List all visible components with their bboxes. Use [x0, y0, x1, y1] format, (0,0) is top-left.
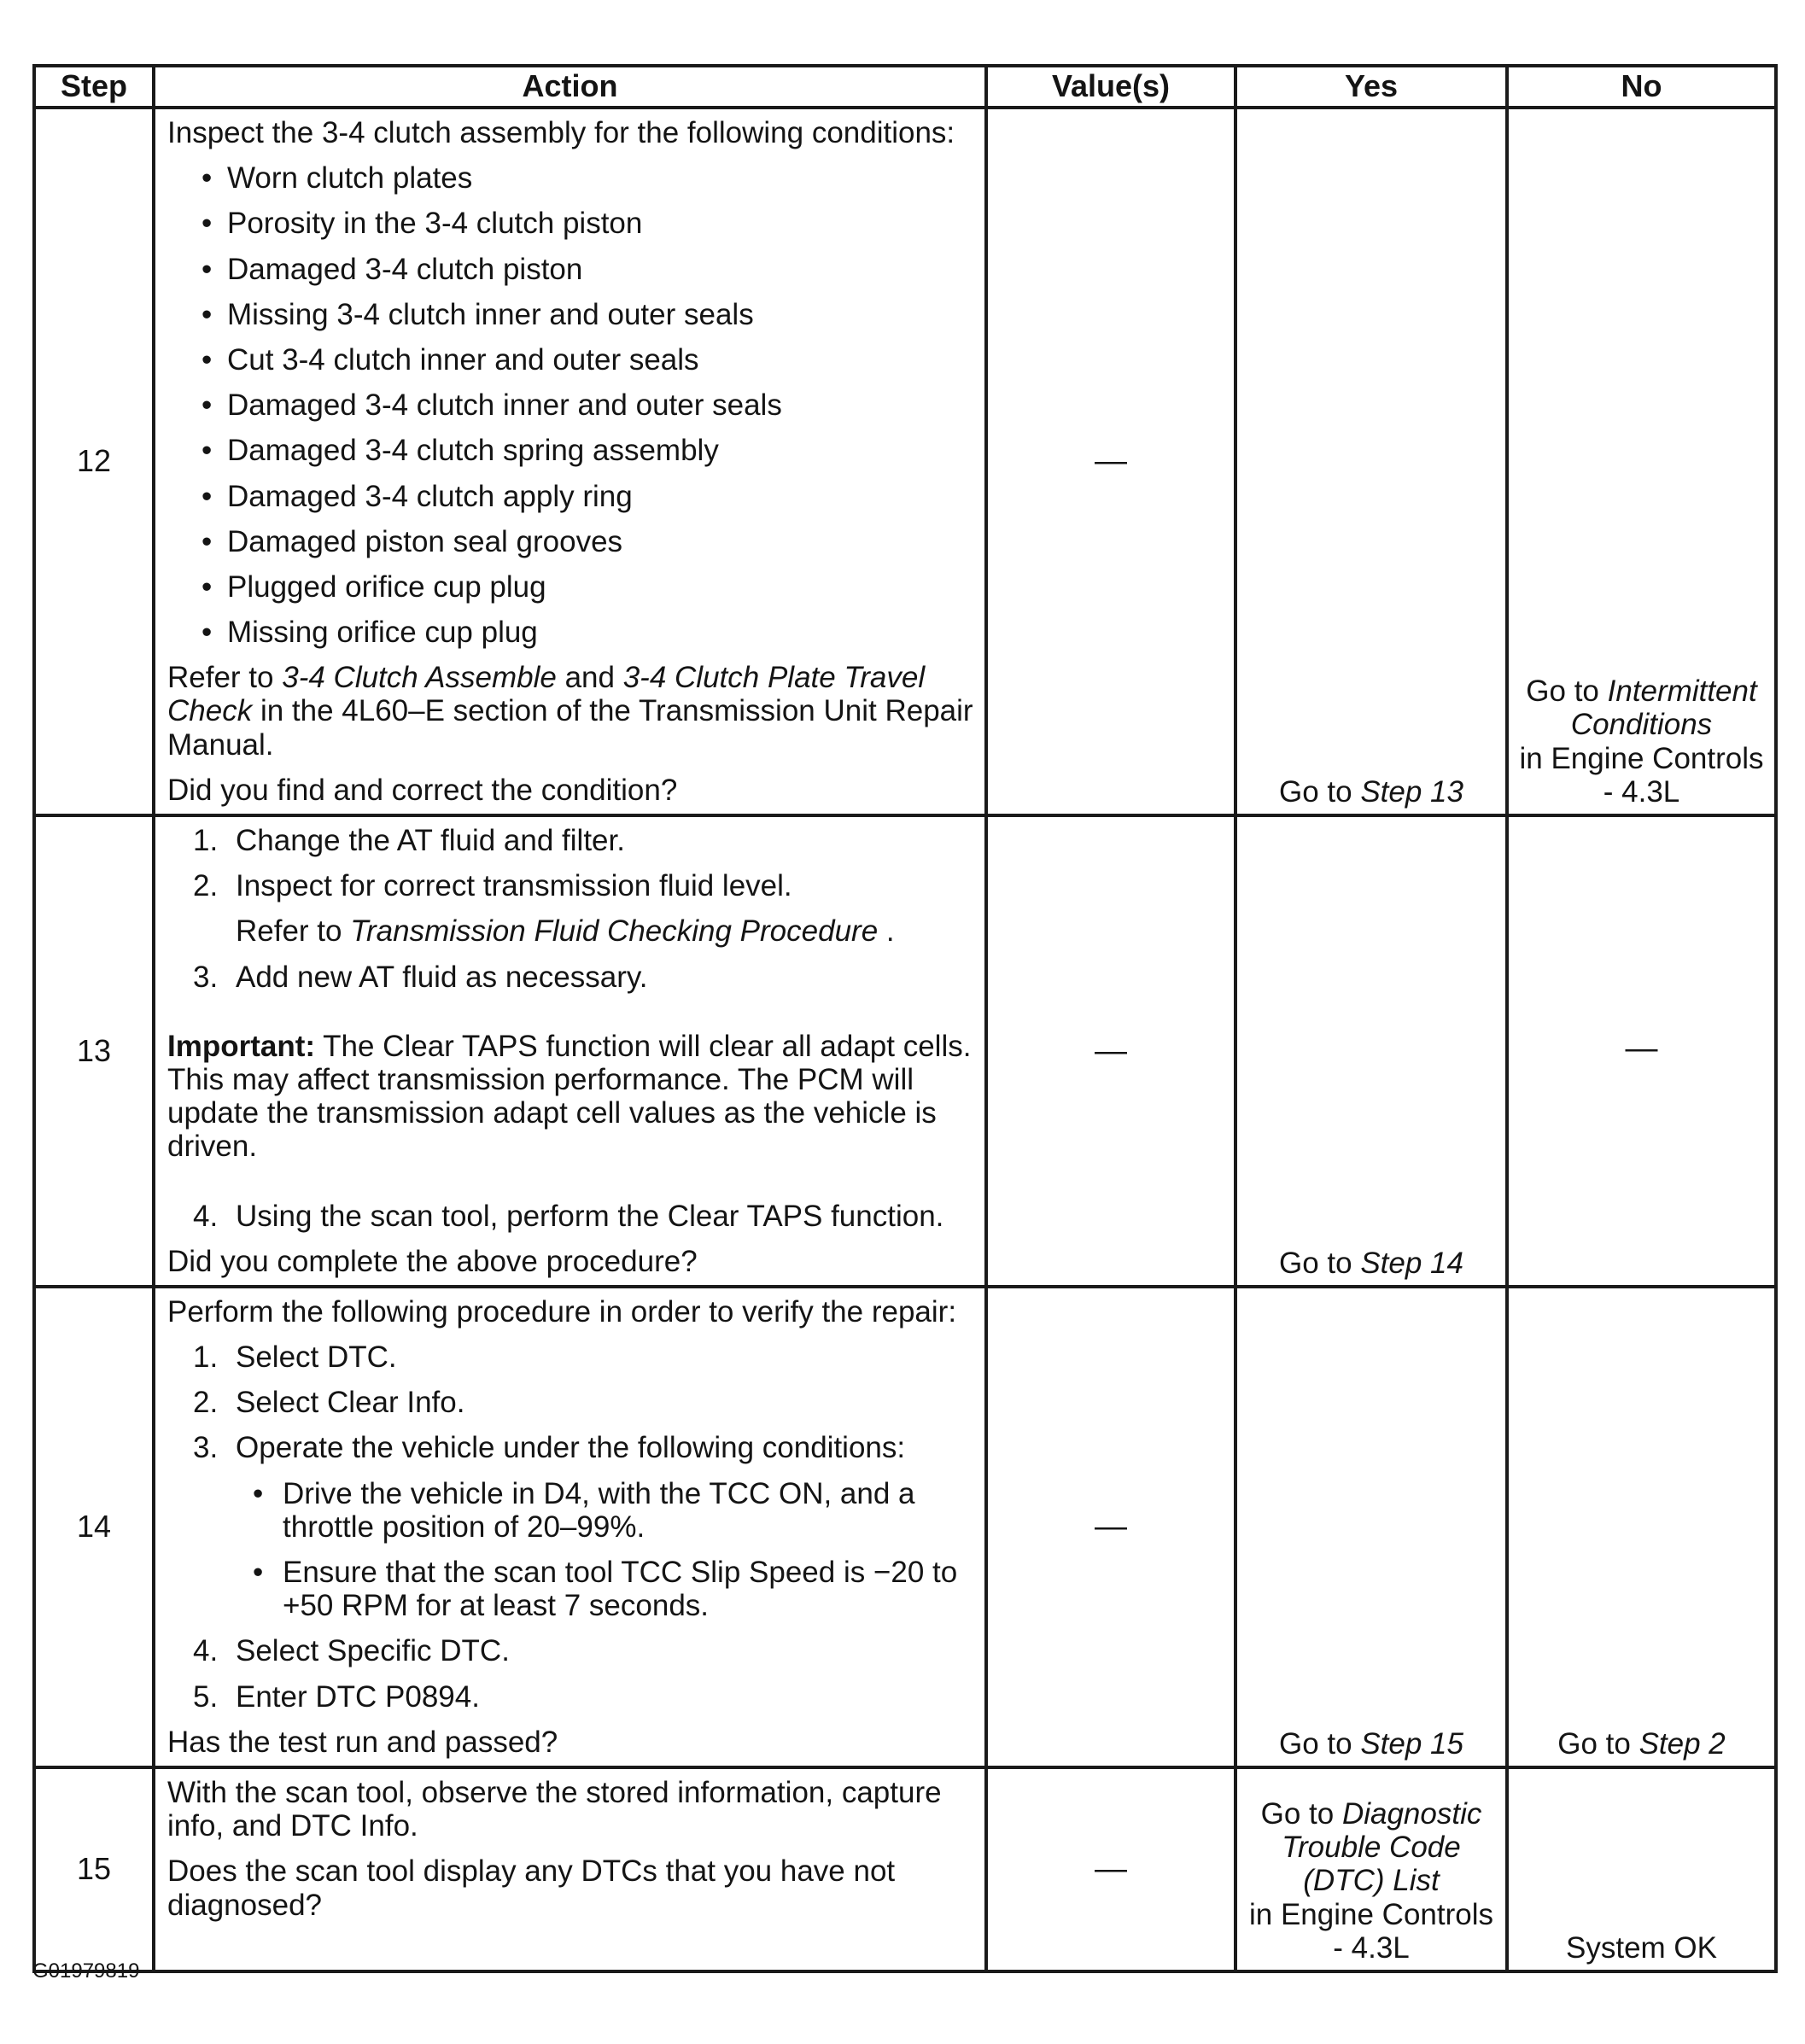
sub-bullet-item: • Drive the vehicle in D4, with the TCC ON, and a throttle position of 20–99%.	[253, 1476, 915, 1544]
step-number: 13	[34, 815, 154, 1287]
reference-text: Refer to 3-4 Clutch Assemble and 3-4 Clutch Plate Travel Check in the 4L60–E section of the Transmission Unit Repair Manual.	[167, 661, 973, 762]
header-values: Value(s)	[986, 66, 1235, 108]
step-number: 12	[34, 108, 154, 815]
bullet-item: • Plugged orifice cup plug	[202, 569, 546, 604]
step-value: —	[986, 1287, 1235, 1767]
bullet-item: • Damaged 3-4 clutch inner and outer seals	[202, 388, 782, 423]
no-result: —	[1507, 815, 1776, 1287]
bullet-item: • Damaged piston seal grooves	[202, 524, 623, 558]
bullet-item: • Damaged 3-4 clutch piston	[202, 252, 583, 286]
yes-result: Go to Step 13	[1235, 108, 1507, 815]
step-action	[154, 1287, 986, 1767]
reference-text: Refer to Transmission Fluid Checking Procedure .	[236, 914, 895, 949]
yes-result: Go to Diagnostic Trouble Code (DTC) List in Engine Controls - 4.3L	[1235, 1767, 1507, 1971]
bullet-item: • Worn clutch plates	[202, 161, 473, 196]
numbered-item: 3. Operate the vehicle under the following conditions:	[193, 1431, 906, 1465]
step-question: Has the test run and passed?	[167, 1725, 558, 1759]
step-question: Did you find and correct the condition?	[167, 773, 678, 807]
no-result: System OK	[1507, 1767, 1776, 1971]
important-note: Important: The Clear TAPS function will clear all adapt cells. This may affect transmission performance. The PCM will update the transmission adapt cell values as the vehicle is driven.	[167, 1029, 972, 1164]
numbered-item: 2. Inspect for correct transmission fluid level.	[193, 869, 792, 903]
numbered-item: 3. Add new AT fluid as necessary.	[193, 960, 648, 994]
bullet-item: • Damaged 3-4 clutch apply ring	[202, 479, 633, 513]
numbered-item: 4. Using the scan tool, perform the Clear TAPS function.	[193, 1199, 944, 1233]
reference-link: 3-4 Clutch Plate Travel Check	[167, 661, 926, 728]
step-13-row	[34, 815, 1776, 1287]
reference-link: Transmission Fluid Checking Procedure	[350, 914, 879, 949]
numbered-item: 5. Enter DTC P0894.	[193, 1679, 480, 1714]
header-yes: Yes	[1235, 66, 1507, 108]
numbered-item: 4. Select Specific DTC.	[193, 1634, 510, 1668]
action-text: With the scan tool, observe the stored information, capture info, and DTC Info.	[167, 1775, 942, 1843]
header-action: Action	[154, 66, 986, 108]
numbered-item: 1. Select DTC.	[193, 1340, 397, 1375]
header-no: No	[1507, 66, 1776, 108]
yes-result: Go to Step 14	[1235, 815, 1507, 1287]
step-value: —	[986, 108, 1235, 815]
diagnostic-table	[32, 64, 1778, 1973]
step-15-row	[34, 1767, 1776, 1971]
figure-id: G01979819	[32, 1959, 140, 1983]
reference-link: 3-4 Clutch Assemble	[282, 661, 557, 695]
bullet-item: • Damaged 3-4 clutch spring assembly	[202, 434, 719, 468]
header-row	[34, 66, 1776, 108]
step-action	[154, 1767, 986, 1971]
bullet-item: • Cut 3-4 clutch inner and outer seals	[202, 342, 699, 377]
step-value: —	[986, 1767, 1235, 1971]
sub-bullet-item: • Ensure that the scan tool TCC Slip Speed is −20 to +50 RPM for at least 7 seconds.	[253, 1556, 958, 1623]
action-intro: Inspect the 3-4 clutch assembly for the following conditions:	[167, 116, 955, 149]
step-action	[154, 815, 986, 1287]
step-question: Does the scan tool display any DTCs that you have not diagnosed?	[167, 1854, 896, 1922]
step-value: —	[986, 815, 1235, 1287]
action-intro: Perform the following procedure in order to verify the repair:	[167, 1294, 957, 1329]
no-result: Go to Intermittent Conditions in Engine Controls - 4.3L	[1507, 108, 1776, 815]
step-14-row	[34, 1287, 1776, 1767]
step-12-row	[34, 108, 1776, 815]
header-step: Step	[34, 66, 154, 108]
step-number: 14	[34, 1287, 154, 1767]
numbered-item: 1. Change the AT fluid and filter.	[193, 824, 625, 857]
bullet-item: • Missing orifice cup plug	[202, 616, 538, 650]
bullet-item: • Porosity in the 3-4 clutch piston	[202, 207, 643, 241]
no-result: Go to Step 2	[1507, 1287, 1776, 1767]
step-action	[154, 108, 986, 815]
numbered-item: 2. Select Clear Info.	[193, 1386, 465, 1420]
yes-result: Go to Step 15	[1235, 1287, 1507, 1767]
step-number: 15	[34, 1767, 154, 1971]
step-question: Did you complete the above procedure?	[167, 1244, 698, 1278]
bullet-item: • Missing 3-4 clutch inner and outer seals	[202, 297, 754, 331]
